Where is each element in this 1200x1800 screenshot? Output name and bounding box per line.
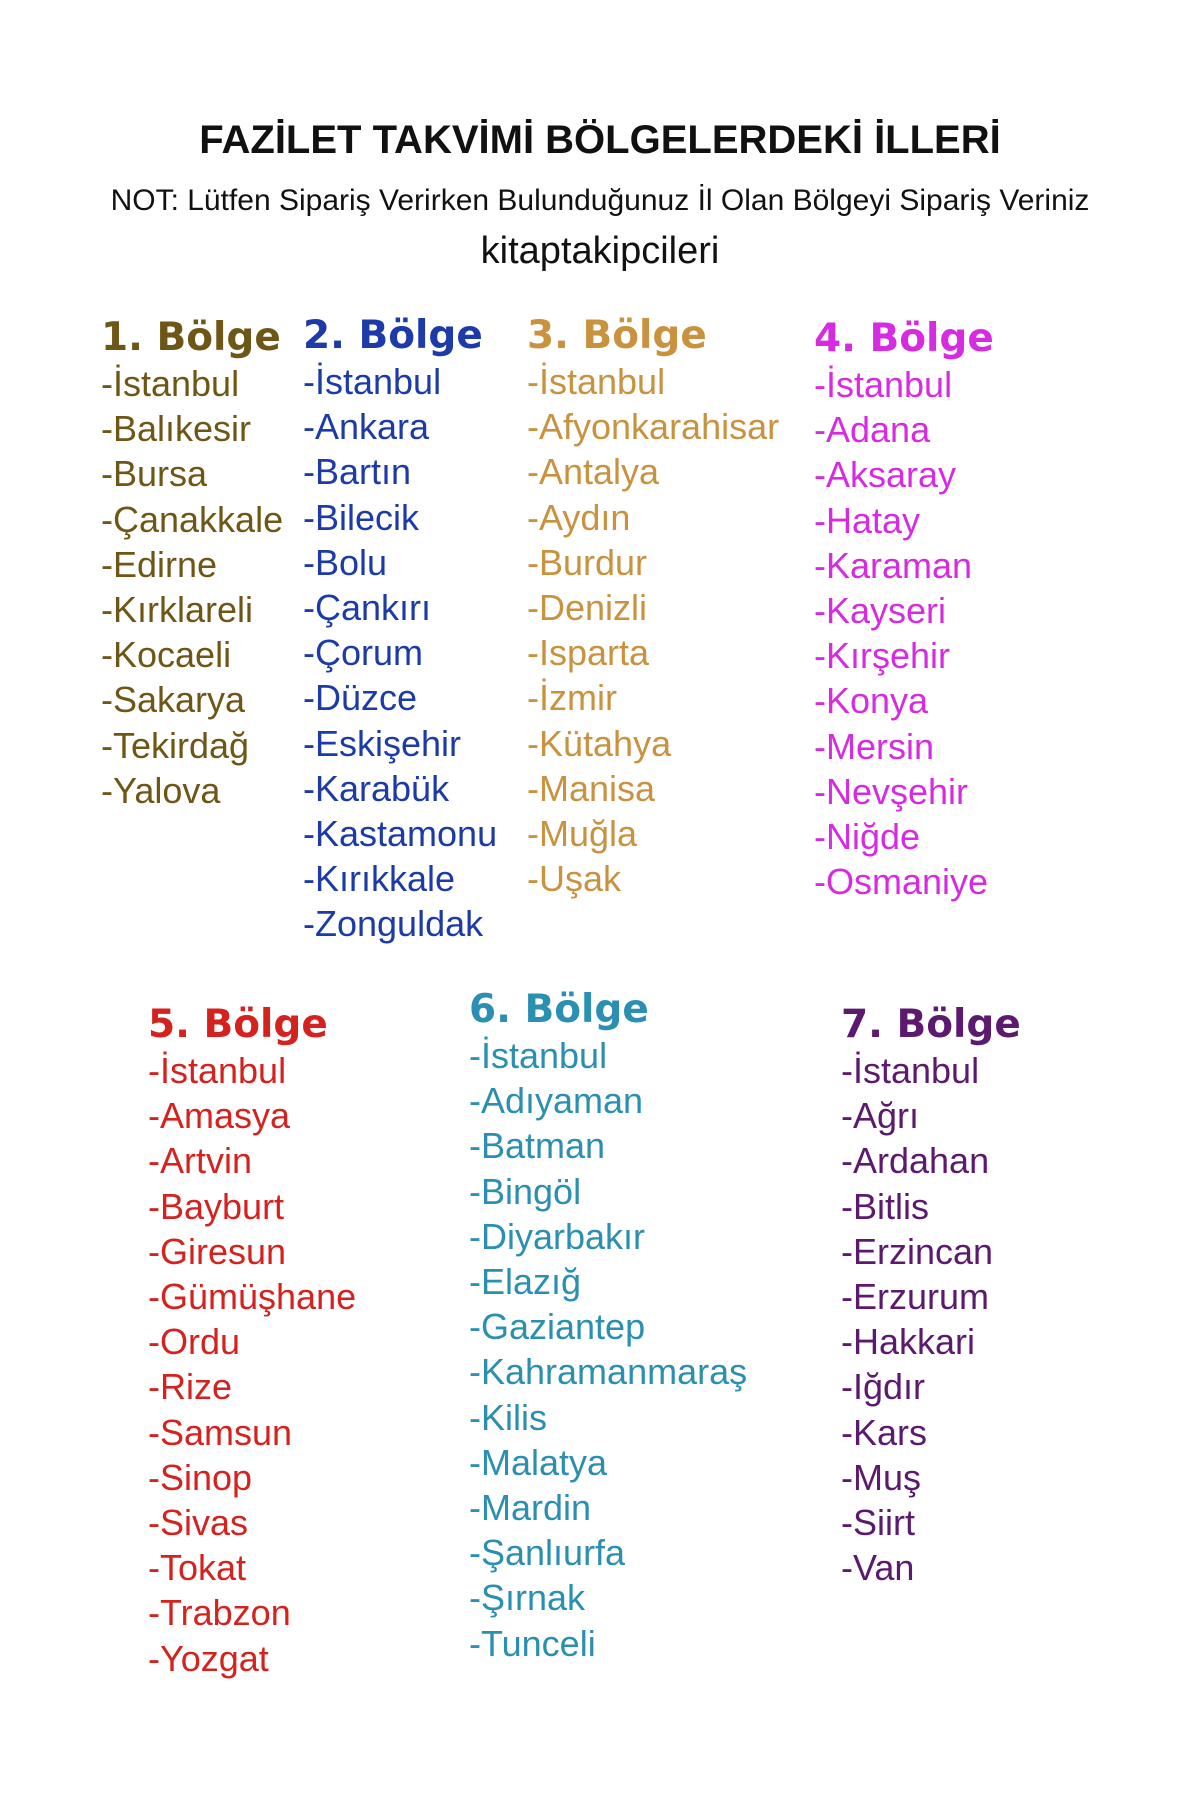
city-list (148, 1048, 356, 1681)
city-item: -Kütahya (527, 722, 672, 764)
city-item: -Iğdır (841, 1366, 926, 1408)
city-item: -Kocaeli (101, 634, 232, 676)
city-item: -Konya (814, 680, 929, 722)
city-item: -Yozgat (148, 1637, 269, 1679)
city-item: -Rize (148, 1366, 233, 1408)
region-title: 4. Bölge (814, 316, 994, 361)
city-list (303, 359, 497, 947)
city-item: -Balıkesir (101, 408, 252, 450)
city-item: -Karaman (814, 544, 973, 586)
city-item: -Bingöl (469, 1170, 582, 1212)
city-item: -Nevşehir (814, 770, 969, 812)
city-item: -Hakkari (841, 1321, 976, 1363)
region-6 (469, 987, 747, 1666)
city-item: -Mersin (814, 725, 935, 767)
region-1 (101, 315, 283, 813)
city-item: -Burdur (527, 541, 648, 583)
city-item: -Aksaray (814, 454, 957, 496)
city-item: -Çankırı (303, 587, 432, 629)
city-item: -Sakarya (101, 679, 246, 721)
city-item: -Amasya (148, 1095, 291, 1137)
city-item: -Kırklareli (101, 589, 254, 631)
city-item: -Osmaniye (814, 861, 989, 903)
city-item: -Ordu (148, 1321, 241, 1363)
city-item: -Düzce (303, 677, 418, 719)
city-list (469, 1033, 747, 1666)
city-item: -Giresun (148, 1230, 287, 1272)
city-item: -Denizli (527, 587, 648, 629)
city-item: -Çorum (303, 632, 424, 674)
city-item: -Afyonkarahisar (527, 406, 780, 448)
city-item: -Tokat (148, 1547, 247, 1589)
city-item: -Muş (841, 1456, 921, 1498)
region-title: 2. Bölge (303, 313, 483, 358)
city-item: -Kastamonu (303, 813, 498, 855)
city-item: -İstanbul (469, 1035, 608, 1076)
region-title: 5. Bölge (148, 1002, 328, 1047)
city-item: -İstanbul (814, 364, 953, 405)
city-item: -Erzincan (841, 1230, 994, 1272)
region-3 (527, 313, 779, 901)
city-item: -Tunceli (469, 1622, 596, 1664)
city-item: -Kırşehir (814, 635, 951, 677)
city-item: -Kilis (469, 1396, 547, 1438)
city-item: -Kırıkkale (303, 858, 456, 900)
city-list (527, 359, 779, 901)
region-title: 3. Bölge (527, 313, 707, 358)
region-title: 7. Bölge (841, 1002, 1021, 1047)
city-item: -Bursa (101, 453, 208, 495)
city-item: -Sivas (148, 1502, 249, 1544)
region-title: 1. Bölge (101, 315, 281, 360)
city-item: -Bilecik (303, 496, 420, 538)
city-item: -Mardin (469, 1487, 592, 1529)
city-item: -Antalya (527, 451, 660, 493)
city-item: -Gaziantep (469, 1306, 646, 1348)
city-item: -Van (841, 1547, 915, 1589)
city-item: -Kars (841, 1411, 928, 1453)
page-title: FAZİLET TAKVİMİ BÖLGELERDEKİ İLLERİ (199, 118, 1001, 162)
city-item: -Bolu (303, 541, 388, 583)
city-item: -İstanbul (527, 361, 666, 402)
region-4 (814, 316, 994, 904)
city-item: -Muğla (527, 813, 638, 855)
order-note: NOT: Lütfen Sipariş Verirken Bulunduğunuz İl Olan Bölgeyi Sipariş Veriniz (110, 184, 1090, 217)
city-item: -Niğde (814, 816, 921, 858)
city-item: -Trabzon (148, 1592, 291, 1634)
city-item: -Ağrı (841, 1095, 920, 1137)
city-item: -Uşak (527, 858, 622, 900)
city-list (841, 1048, 1021, 1590)
region-7 (841, 1002, 1021, 1590)
city-item: -Sinop (148, 1456, 253, 1498)
city-item: -İstanbul (841, 1050, 980, 1091)
city-item: -Malatya (469, 1441, 608, 1483)
city-item: -Kayseri (814, 590, 947, 632)
city-item: -Çanakkale (101, 498, 284, 540)
city-item: -Elazığ (469, 1261, 582, 1303)
city-item: -Erzurum (841, 1276, 990, 1318)
region-title: 6. Bölge (469, 987, 649, 1032)
city-item: -Bitlis (841, 1185, 929, 1227)
city-item: -Karabük (303, 767, 450, 809)
city-item: -Siirt (841, 1502, 915, 1544)
city-item: -İstanbul (148, 1050, 287, 1091)
city-item: -Tekirdağ (101, 724, 250, 766)
account-name: kitaptakipcileri (480, 230, 720, 272)
city-list (101, 361, 283, 813)
city-item: -Bartın (303, 451, 412, 493)
city-item: -Bayburt (148, 1185, 285, 1227)
city-item: -Diyarbakır (469, 1215, 646, 1257)
city-item: -Adana (814, 409, 931, 451)
city-item: -Eskişehir (303, 722, 462, 764)
city-item: -Kahramanmaraş (469, 1351, 748, 1393)
city-item: -Zonguldak (303, 903, 484, 945)
city-item: -Şırnak (469, 1577, 586, 1619)
city-item: -Batman (469, 1125, 606, 1167)
city-item: -İstanbul (101, 363, 240, 404)
city-item: -Aydın (527, 496, 631, 538)
city-item: -Ardahan (841, 1140, 990, 1182)
city-item: -Yalova (101, 769, 221, 811)
city-item: -Artvin (148, 1140, 253, 1182)
city-item: -Samsun (148, 1411, 293, 1453)
region-5 (148, 1002, 356, 1681)
city-item: -Isparta (527, 632, 650, 674)
city-item: -Edirne (101, 543, 218, 585)
city-item: -Hatay (814, 499, 921, 541)
city-item: -Ankara (303, 406, 430, 448)
city-item: -Adıyaman (469, 1080, 644, 1122)
city-item: -Gümüşhane (148, 1276, 357, 1318)
city-item: -İzmir (527, 677, 617, 719)
city-item: -İstanbul (303, 361, 442, 402)
city-item: -Şanlıurfa (469, 1532, 626, 1574)
region-2 (303, 313, 497, 947)
city-item: -Manisa (527, 767, 656, 809)
city-list (814, 362, 994, 904)
